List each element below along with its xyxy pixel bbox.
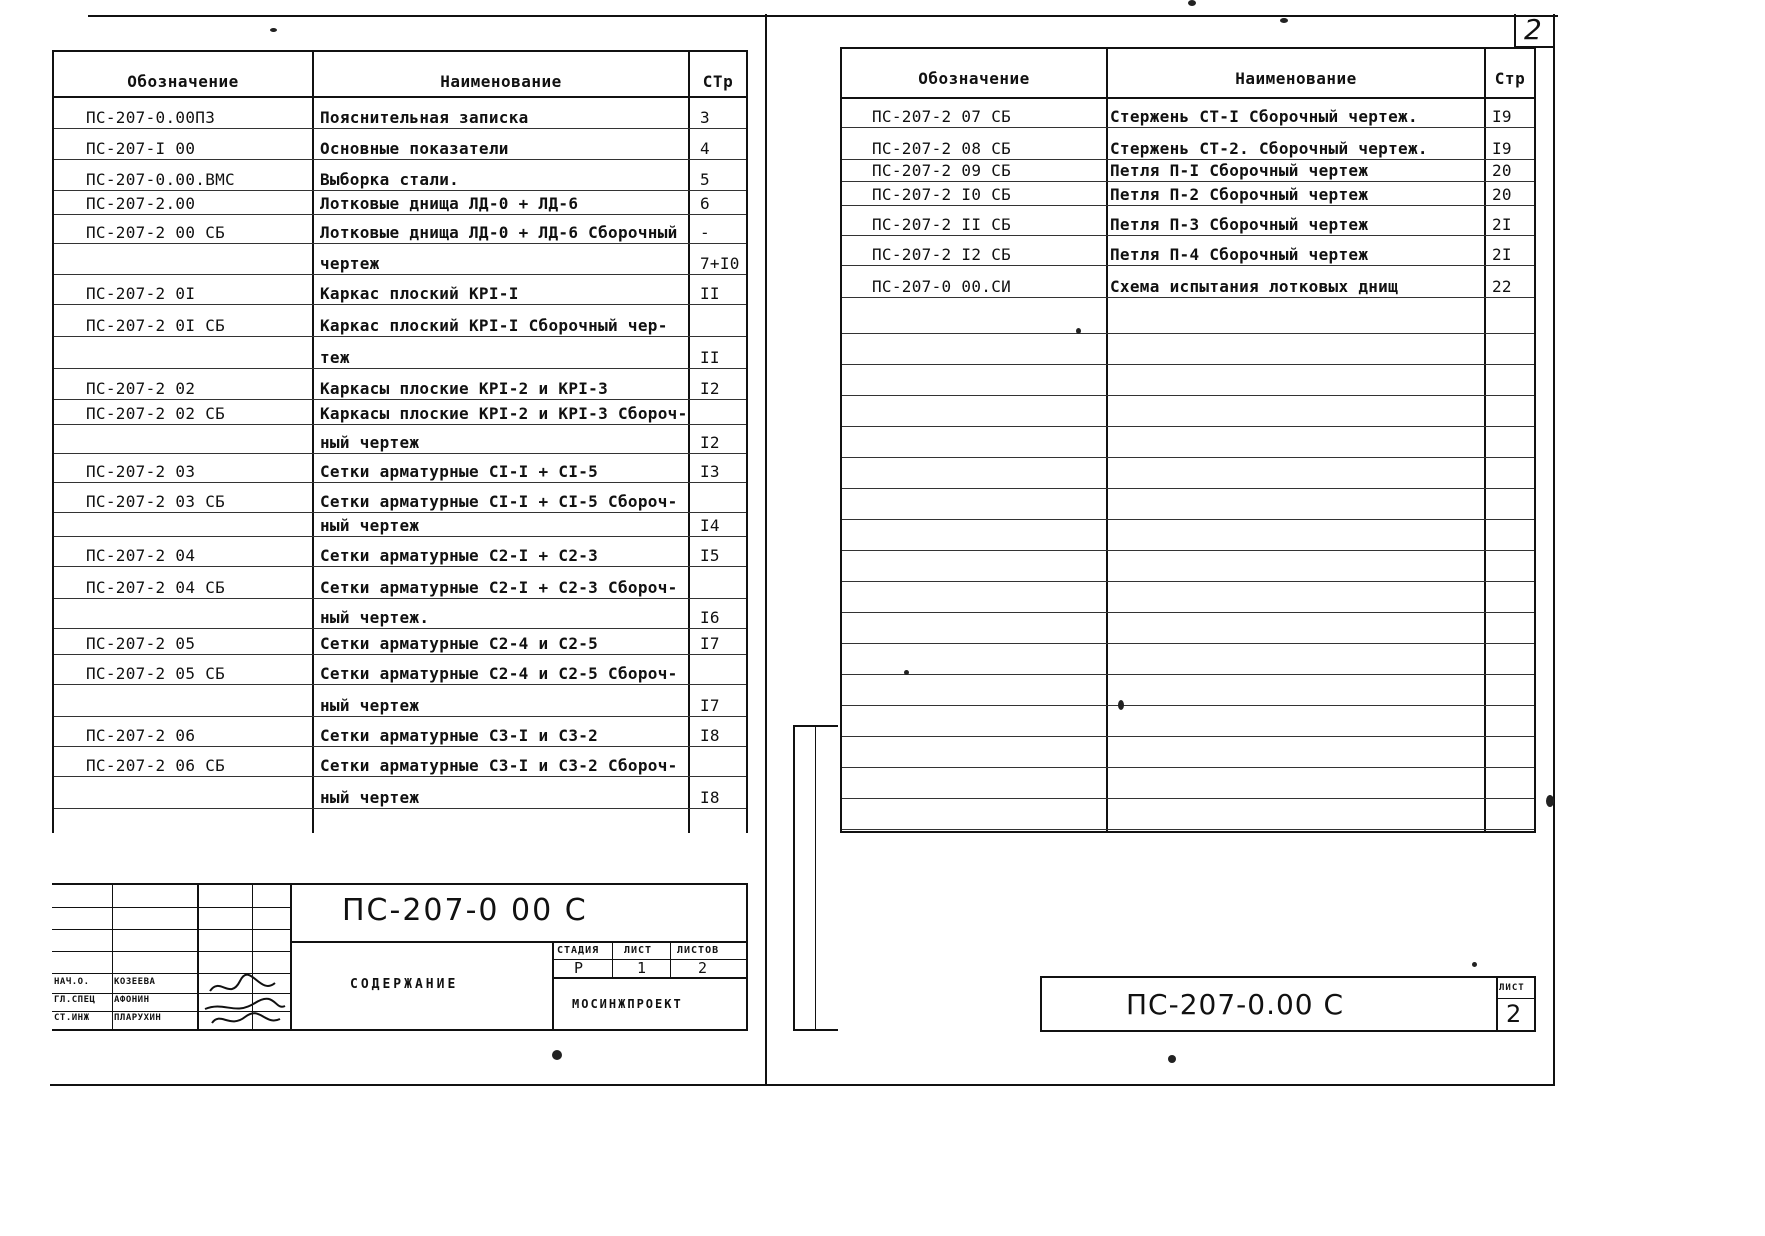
name-cell: Лотковые днища ЛД-0 + ЛД-6 Сборочный xyxy=(320,223,678,242)
row-rule xyxy=(54,776,746,777)
empty-row-rule xyxy=(842,550,1534,551)
right-title-block xyxy=(1040,976,1536,1032)
page-cell: I5 xyxy=(700,546,720,565)
right-contents-table xyxy=(840,47,1536,833)
left-stamp-sheet-value: 1 xyxy=(637,959,647,977)
designation-cell: ПС-207-2 05 СБ xyxy=(86,664,226,683)
scan-speck xyxy=(552,1050,562,1060)
name-cell: Сетки арматурные С2-4 и С2-5 xyxy=(320,634,599,653)
table-row xyxy=(54,690,746,720)
table-row xyxy=(54,217,746,247)
name-cell: Сетки арматурные СI-I + СI-5 Сбороч- xyxy=(320,492,678,511)
page-cell: I8 xyxy=(700,788,720,807)
page-cell: 4 xyxy=(700,139,710,158)
row-rule xyxy=(842,205,1534,206)
name-cell: Сетки арматурные С3-I и С3-2 xyxy=(320,726,599,745)
scan-speck xyxy=(270,28,277,32)
left-stamp-stage-value: Р xyxy=(574,959,584,977)
page-cell: 5 xyxy=(700,170,710,189)
designation-cell: ПС-207-2 I0 СБ xyxy=(872,185,1012,204)
corner-sheet-number: 2 xyxy=(1524,13,1542,46)
name-cell: Каркас плоский КРI-I Сборочный чер- xyxy=(320,316,668,335)
empty-row-rule xyxy=(842,457,1534,458)
scan-speck xyxy=(1546,795,1554,807)
left-header-name: Наименование xyxy=(440,72,562,91)
row-rule xyxy=(54,654,746,655)
name-cell: Петля П-I Сборочный чертеж xyxy=(1110,161,1369,180)
sig-name-1: КОЗЕЕВА xyxy=(114,977,156,987)
row-rule xyxy=(54,159,746,160)
designation-cell: ПС-207-2 02 СБ xyxy=(86,404,226,423)
table-row xyxy=(54,278,746,308)
right-stamp-code: ПС-207-0.00 С xyxy=(1126,988,1345,1021)
name-cell: Каркас плоский КРI-I xyxy=(320,284,519,303)
name-cell: Петля П-2 Сборочный чертеж xyxy=(1110,185,1369,204)
right-stamp-sheet-label: ЛИСТ xyxy=(1499,983,1525,993)
page-cell: I8 xyxy=(700,726,720,745)
designation-cell: ПС-207-2 00 СБ xyxy=(86,223,226,242)
designation-cell: ПС-207-2 0I СБ xyxy=(86,316,226,335)
name-cell: Схема испытания лотковых днищ xyxy=(1110,277,1399,296)
left-header-divider xyxy=(54,96,746,98)
designation-cell: ПС-207-2 02 xyxy=(86,379,196,398)
designation-cell: ПС-207-2 09 СБ xyxy=(872,161,1012,180)
page-cell: I2 xyxy=(700,379,720,398)
top-border-line xyxy=(88,15,1558,17)
designation-cell: ПС-207-0 00.СИ xyxy=(872,277,1012,296)
empty-row-rule xyxy=(842,767,1534,768)
empty-row-rule xyxy=(842,395,1534,396)
empty-row-rule xyxy=(842,643,1534,644)
page-cell: 2I xyxy=(1492,245,1512,264)
table-row xyxy=(842,209,1534,239)
designation-cell: ПС-207-I 00 xyxy=(86,139,196,158)
empty-row-rule xyxy=(842,736,1534,737)
scan-speck xyxy=(1168,1055,1176,1063)
row-rule xyxy=(842,235,1534,236)
sig-role-2: ГЛ.СПЕЦ xyxy=(54,995,96,1005)
name-cell: Основные показатели xyxy=(320,139,509,158)
table-row xyxy=(54,750,746,780)
page-cell: 22 xyxy=(1492,277,1512,296)
page-cell: 6 xyxy=(700,194,710,213)
row-rule xyxy=(54,274,746,275)
designation-cell: ПС-207-2 08 СБ xyxy=(872,139,1012,158)
table-row xyxy=(54,102,746,132)
name-cell: Стержень СТ-2. Сборочный чертеж. xyxy=(1110,139,1428,158)
page-cell: 2I xyxy=(1492,215,1512,234)
table-row xyxy=(54,510,746,540)
name-cell: Пояснительная записка xyxy=(320,108,529,127)
row-rule xyxy=(54,424,746,425)
left-stamp-sheet-label: ЛИСТ xyxy=(624,945,653,956)
page-cell: 7+I0 xyxy=(700,254,740,273)
table-row xyxy=(842,239,1534,269)
name-cell: Выборка стали. xyxy=(320,170,460,189)
designation-cell: ПС-207-2 05 xyxy=(86,634,196,653)
table-row xyxy=(54,398,746,428)
left-stamp-code: ПС-207-0 00 С xyxy=(342,893,588,928)
table-row xyxy=(54,133,746,163)
left-stamp-title: СОДЕРЖАНИЕ xyxy=(350,977,459,992)
name-cell: Стержень СТ-I Сборочный чертеж. xyxy=(1110,107,1418,126)
empty-row-rule xyxy=(842,674,1534,675)
empty-row-rule xyxy=(842,798,1534,799)
designation-cell: ПС-207-2 II СБ xyxy=(872,215,1012,234)
scan-speck xyxy=(1280,18,1288,23)
page-cell: II xyxy=(700,284,720,303)
table-row xyxy=(842,179,1534,209)
designation-cell: ПС-207-2 04 СБ xyxy=(86,578,226,597)
designation-cell: ПС-207-2 0I xyxy=(86,284,196,303)
designation-cell: ПС-207-2 03 СБ xyxy=(86,492,226,511)
row-rule xyxy=(54,598,746,599)
page-cell: I9 xyxy=(1492,139,1512,158)
name-cell: Сетки арматурные С3-I и С3-2 Сбороч- xyxy=(320,756,678,775)
page-cell: I9 xyxy=(1492,107,1512,126)
empty-row-rule xyxy=(842,581,1534,582)
row-rule xyxy=(54,214,746,215)
right-stamp-sheet-value: 2 xyxy=(1506,1000,1522,1028)
name-cell: ный чертеж. xyxy=(320,608,430,627)
table-row xyxy=(54,310,746,340)
empty-row-rule xyxy=(842,426,1534,427)
empty-row-rule xyxy=(842,829,1534,830)
table-row xyxy=(54,572,746,602)
designation-cell: ПС-207-2 I2 СБ xyxy=(872,245,1012,264)
scan-speck xyxy=(1076,328,1081,334)
right-header-name: Наименование xyxy=(1235,69,1357,88)
corner-sheet-number-box xyxy=(1514,14,1554,48)
empty-row-rule xyxy=(842,488,1534,489)
row-rule xyxy=(54,128,746,129)
scan-speck xyxy=(1472,962,1477,967)
row-rule xyxy=(54,336,746,337)
table-row xyxy=(842,101,1534,131)
page-cell: 20 xyxy=(1492,161,1512,180)
scan-speck xyxy=(1118,700,1124,710)
left-stamp-sheets-label: ЛИСТОВ xyxy=(677,945,720,956)
scan-speck xyxy=(904,670,909,675)
row-rule xyxy=(54,368,746,369)
left-stamp-sheets-value: 2 xyxy=(698,959,708,977)
right-header-page: Стр xyxy=(1494,69,1526,88)
empty-row-rule xyxy=(842,364,1534,365)
table-row xyxy=(54,658,746,688)
row-rule xyxy=(54,746,746,747)
left-title-block xyxy=(52,883,748,1031)
page-cell: 20 xyxy=(1492,185,1512,204)
table-row xyxy=(54,720,746,750)
name-cell: чертеж xyxy=(320,254,380,273)
table-row xyxy=(54,248,746,278)
row-rule xyxy=(54,716,746,717)
row-rule xyxy=(54,453,746,454)
page-cell: 3 xyxy=(700,108,710,127)
name-cell: Каркасы плоские КРI-2 и КРI-3 Сбороч- xyxy=(320,404,688,423)
right-border-line xyxy=(1553,14,1555,1086)
page-cell: I7 xyxy=(700,634,720,653)
scan-speck xyxy=(1188,0,1196,6)
empty-row-rule xyxy=(842,519,1534,520)
name-cell: теж xyxy=(320,348,350,367)
table-row xyxy=(54,456,746,486)
left-stamp-organization: МОСИНЖПРОЕКТ xyxy=(572,997,683,1011)
name-cell: ный чертеж xyxy=(320,788,420,807)
empty-row-rule xyxy=(842,705,1534,706)
handwritten-signatures-image xyxy=(200,971,290,1031)
name-cell: Лотковые днища ЛД-0 + ЛД-6 xyxy=(320,194,579,213)
page-cell: II xyxy=(700,348,720,367)
bottom-border-line xyxy=(50,1084,1555,1086)
name-cell: Петля П-4 Сборочный чертеж xyxy=(1110,245,1369,264)
sig-name-3: ПЛАРУХИН xyxy=(114,1013,162,1023)
designation-cell: ПС-207-2 06 xyxy=(86,726,196,745)
table-row xyxy=(54,427,746,457)
left-header-designation: Обозначение xyxy=(127,72,239,91)
designation-cell: ПС-207-2 04 xyxy=(86,546,196,565)
name-cell: Сетки арматурные С2-4 и С2-5 Сбороч- xyxy=(320,664,678,683)
page-cell: I7 xyxy=(700,696,720,715)
table-row xyxy=(54,342,746,372)
designation-cell: ПС-207-0.00.ВМС xyxy=(86,170,235,189)
left-header-page: СТр xyxy=(702,72,734,91)
name-cell: ный чертеж xyxy=(320,516,420,535)
table-row xyxy=(54,628,746,658)
row-rule xyxy=(54,304,746,305)
row-rule xyxy=(54,482,746,483)
name-cell: Сетки арматурные С2-I + С2-3 Сбороч- xyxy=(320,578,678,597)
row-rule xyxy=(842,127,1534,128)
left-contents-table xyxy=(52,50,748,833)
name-cell: Сетки арматурные С2-I + С2-3 xyxy=(320,546,599,565)
designation-cell: ПС-207-2 07 СБ xyxy=(872,107,1012,126)
center-fold-line xyxy=(765,14,767,1086)
designation-cell: ПС-207-0.00ПЗ xyxy=(86,108,216,127)
row-rule xyxy=(54,243,746,244)
sig-role-1: НАЧ.О. xyxy=(54,977,90,987)
name-cell: ный чертеж xyxy=(320,696,420,715)
table-row xyxy=(54,188,746,218)
name-cell: ный чертеж xyxy=(320,433,420,452)
row-rule xyxy=(54,808,746,809)
left-stamp-stage-label: СТАДИЯ xyxy=(557,945,600,956)
name-cell: Петля П-3 Сборочный чертеж xyxy=(1110,215,1369,234)
row-rule xyxy=(54,684,746,685)
page-cell: I6 xyxy=(700,608,720,627)
page-cell: I3 xyxy=(700,462,720,481)
name-cell: Каркасы плоские КРI-2 и КРI-3 xyxy=(320,379,609,398)
table-row xyxy=(54,540,746,570)
page-cell: I4 xyxy=(700,516,720,535)
designation-cell: ПС-207-2 03 xyxy=(86,462,196,481)
designation-cell: ПС-207-2 06 СБ xyxy=(86,756,226,775)
row-rule xyxy=(54,566,746,567)
page-cell: I2 xyxy=(700,433,720,452)
row-rule xyxy=(54,536,746,537)
empty-row-rule xyxy=(842,333,1534,334)
sig-role-3: СТ.ИНЖ xyxy=(54,1013,90,1023)
table-row xyxy=(842,271,1534,301)
row-rule xyxy=(842,297,1534,298)
table-row xyxy=(54,782,746,812)
right-header-designation: Обозначение xyxy=(918,69,1030,88)
right-sheet-binding-strip xyxy=(793,725,838,1031)
empty-row-rule xyxy=(842,612,1534,613)
page-cell: - xyxy=(700,223,710,242)
right-header-divider xyxy=(842,97,1534,99)
name-cell: Сетки арматурные СI-I + СI-5 xyxy=(320,462,599,481)
row-rule xyxy=(842,265,1534,266)
designation-cell: ПС-207-2.00 xyxy=(86,194,196,213)
sig-name-2: АФОНИН xyxy=(114,995,150,1005)
